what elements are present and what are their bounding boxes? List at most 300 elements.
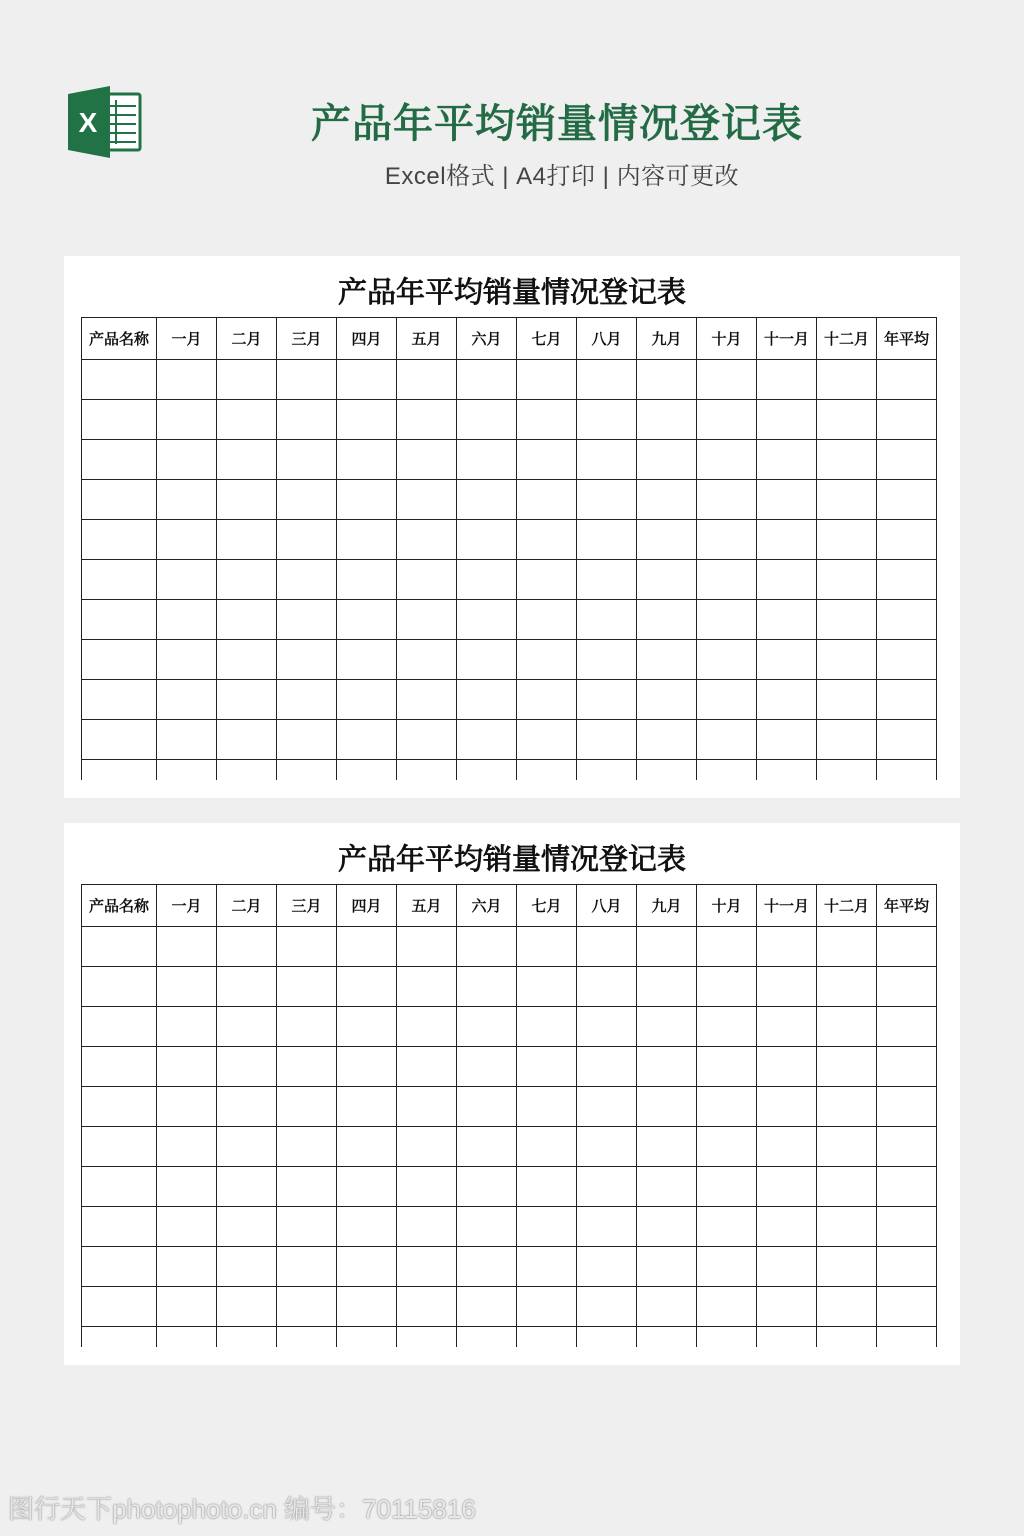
table-cell[interactable]	[817, 1247, 877, 1287]
table-cell[interactable]	[457, 360, 517, 400]
table-cell[interactable]	[757, 480, 817, 520]
table-cell[interactable]	[82, 927, 157, 967]
table-cell[interactable]	[277, 1127, 337, 1167]
table-cell[interactable]	[277, 720, 337, 760]
table-cell[interactable]	[697, 1327, 757, 1347]
table-cell[interactable]	[637, 927, 697, 967]
table-cell[interactable]	[697, 720, 757, 760]
table-cell[interactable]	[277, 680, 337, 720]
table-cell[interactable]	[157, 1127, 217, 1167]
table-cell[interactable]	[817, 640, 877, 680]
table-cell[interactable]	[457, 967, 517, 1007]
table-cell[interactable]	[817, 600, 877, 640]
table-cell[interactable]	[637, 760, 697, 780]
table-cell[interactable]	[277, 400, 337, 440]
table-cell[interactable]	[697, 967, 757, 1007]
table-cell[interactable]	[277, 560, 337, 600]
table-cell[interactable]	[217, 360, 277, 400]
table-cell[interactable]	[217, 1167, 277, 1207]
table-cell[interactable]	[697, 520, 757, 560]
table-cell[interactable]	[517, 520, 577, 560]
table-cell[interactable]	[337, 440, 397, 480]
table-cell[interactable]	[637, 400, 697, 440]
table-cell[interactable]	[817, 520, 877, 560]
table-cell[interactable]	[457, 400, 517, 440]
table-cell[interactable]	[637, 1207, 697, 1247]
table-cell[interactable]	[577, 967, 637, 1007]
table-cell[interactable]	[877, 440, 937, 480]
table-cell[interactable]	[817, 1167, 877, 1207]
table-cell[interactable]	[757, 680, 817, 720]
table-cell[interactable]	[757, 1047, 817, 1087]
table-cell[interactable]	[697, 1207, 757, 1247]
table-cell[interactable]	[637, 1287, 697, 1327]
table-cell[interactable]	[577, 1327, 637, 1347]
table-cell[interactable]	[637, 440, 697, 480]
table-cell[interactable]	[397, 1327, 457, 1347]
table-cell[interactable]	[217, 1127, 277, 1167]
table-cell[interactable]	[697, 1167, 757, 1207]
table-cell[interactable]	[217, 640, 277, 680]
table-cell[interactable]	[277, 640, 337, 680]
table-cell[interactable]	[457, 1007, 517, 1047]
table-cell[interactable]	[217, 760, 277, 780]
table-cell[interactable]	[757, 1247, 817, 1287]
table-cell[interactable]	[817, 360, 877, 400]
table-cell[interactable]	[877, 400, 937, 440]
table-cell[interactable]	[817, 927, 877, 967]
table-cell[interactable]	[82, 1247, 157, 1287]
table-cell[interactable]	[457, 1087, 517, 1127]
table-cell[interactable]	[277, 760, 337, 780]
table-cell[interactable]	[457, 1207, 517, 1247]
table-cell[interactable]	[157, 400, 217, 440]
table-cell[interactable]	[517, 1087, 577, 1127]
table-cell[interactable]	[517, 1207, 577, 1247]
table-cell[interactable]	[697, 1047, 757, 1087]
table-cell[interactable]	[697, 440, 757, 480]
table-cell[interactable]	[697, 680, 757, 720]
table-cell[interactable]	[637, 480, 697, 520]
table-cell[interactable]	[337, 1047, 397, 1087]
table-cell[interactable]	[82, 1087, 157, 1127]
table-cell[interactable]	[457, 480, 517, 520]
table-cell[interactable]	[697, 1087, 757, 1127]
table-cell[interactable]	[457, 1167, 517, 1207]
table-cell[interactable]	[157, 1167, 217, 1207]
table-cell[interactable]	[157, 1007, 217, 1047]
table-cell[interactable]	[157, 680, 217, 720]
table-cell[interactable]	[577, 1287, 637, 1327]
table-cell[interactable]	[757, 600, 817, 640]
table-cell[interactable]	[697, 400, 757, 440]
table-cell[interactable]	[157, 600, 217, 640]
table-cell[interactable]	[817, 560, 877, 600]
table-cell[interactable]	[517, 400, 577, 440]
table-cell[interactable]	[817, 1007, 877, 1047]
table-cell[interactable]	[217, 1247, 277, 1287]
table-cell[interactable]	[457, 440, 517, 480]
table-cell[interactable]	[577, 1167, 637, 1207]
table-cell[interactable]	[277, 1007, 337, 1047]
table-cell[interactable]	[637, 1247, 697, 1287]
table-cell[interactable]	[517, 1127, 577, 1167]
table-cell[interactable]	[757, 560, 817, 600]
table-cell[interactable]	[277, 1247, 337, 1287]
table-cell[interactable]	[637, 967, 697, 1007]
table-cell[interactable]	[217, 480, 277, 520]
table-cell[interactable]	[217, 520, 277, 560]
table-cell[interactable]	[277, 360, 337, 400]
table-cell[interactable]	[397, 440, 457, 480]
table-cell[interactable]	[517, 1247, 577, 1287]
table-cell[interactable]	[157, 967, 217, 1007]
table-cell[interactable]	[337, 480, 397, 520]
table-cell[interactable]	[757, 520, 817, 560]
table-cell[interactable]	[577, 760, 637, 780]
table-cell[interactable]	[397, 760, 457, 780]
table-cell[interactable]	[397, 1287, 457, 1327]
table-cell[interactable]	[337, 1007, 397, 1047]
table-cell[interactable]	[757, 1287, 817, 1327]
table-cell[interactable]	[517, 1007, 577, 1047]
table-cell[interactable]	[757, 440, 817, 480]
table-cell[interactable]	[457, 760, 517, 780]
table-cell[interactable]	[637, 640, 697, 680]
table-cell[interactable]	[517, 480, 577, 520]
table-cell[interactable]	[637, 1167, 697, 1207]
table-cell[interactable]	[457, 1127, 517, 1167]
table-cell[interactable]	[517, 1287, 577, 1327]
table-cell[interactable]	[457, 1247, 517, 1287]
table-cell[interactable]	[757, 1087, 817, 1127]
table-cell[interactable]	[397, 680, 457, 720]
table-cell[interactable]	[757, 400, 817, 440]
table-cell[interactable]	[277, 1287, 337, 1327]
table-cell[interactable]	[217, 1007, 277, 1047]
table-cell[interactable]	[697, 600, 757, 640]
table-cell[interactable]	[82, 480, 157, 520]
table-cell[interactable]	[697, 560, 757, 600]
table-cell[interactable]	[157, 480, 217, 520]
table-cell[interactable]	[277, 1087, 337, 1127]
table-cell[interactable]	[877, 600, 937, 640]
table-cell[interactable]	[337, 1167, 397, 1207]
table-cell[interactable]	[697, 480, 757, 520]
table-cell[interactable]	[82, 760, 157, 780]
table-cell[interactable]	[817, 480, 877, 520]
table-cell[interactable]	[82, 560, 157, 600]
table-cell[interactable]	[877, 640, 937, 680]
table-cell[interactable]	[877, 1167, 937, 1207]
table-cell[interactable]	[397, 1207, 457, 1247]
table-cell[interactable]	[397, 560, 457, 600]
table-cell[interactable]	[397, 1007, 457, 1047]
table-cell[interactable]	[577, 480, 637, 520]
table-cell[interactable]	[397, 600, 457, 640]
table-cell[interactable]	[457, 720, 517, 760]
table-cell[interactable]	[517, 600, 577, 640]
table-cell[interactable]	[577, 680, 637, 720]
table-cell[interactable]	[337, 1087, 397, 1127]
table-cell[interactable]	[577, 927, 637, 967]
table-cell[interactable]	[817, 967, 877, 1007]
table-cell[interactable]	[217, 440, 277, 480]
table-cell[interactable]	[457, 680, 517, 720]
table-cell[interactable]	[217, 927, 277, 967]
table-cell[interactable]	[577, 1007, 637, 1047]
table-cell[interactable]	[577, 640, 637, 680]
table-cell[interactable]	[277, 480, 337, 520]
table-cell[interactable]	[517, 440, 577, 480]
table-cell[interactable]	[277, 1327, 337, 1347]
table-cell[interactable]	[757, 1167, 817, 1207]
table-cell[interactable]	[277, 520, 337, 560]
table-cell[interactable]	[637, 680, 697, 720]
table-cell[interactable]	[157, 640, 217, 680]
table-cell[interactable]	[577, 1247, 637, 1287]
table-cell[interactable]	[817, 1087, 877, 1127]
table-cell[interactable]	[877, 1007, 937, 1047]
table-cell[interactable]	[757, 1127, 817, 1167]
table-cell[interactable]	[877, 680, 937, 720]
table-cell[interactable]	[637, 560, 697, 600]
table-cell[interactable]	[397, 360, 457, 400]
table-cell[interactable]	[457, 1327, 517, 1347]
table-cell[interactable]	[877, 967, 937, 1007]
table-cell[interactable]	[157, 1287, 217, 1327]
table-cell[interactable]	[157, 927, 217, 967]
table-cell[interactable]	[277, 1047, 337, 1087]
table-cell[interactable]	[637, 600, 697, 640]
table-cell[interactable]	[337, 360, 397, 400]
table-cell[interactable]	[217, 1087, 277, 1127]
table-cell[interactable]	[877, 1047, 937, 1087]
table-cell[interactable]	[457, 640, 517, 680]
table-cell[interactable]	[757, 1007, 817, 1047]
table-cell[interactable]	[697, 1247, 757, 1287]
table-cell[interactable]	[82, 1287, 157, 1327]
table-cell[interactable]	[397, 1167, 457, 1207]
table-cell[interactable]	[757, 927, 817, 967]
table-cell[interactable]	[577, 720, 637, 760]
table-cell[interactable]	[757, 360, 817, 400]
table-cell[interactable]	[457, 1047, 517, 1087]
table-cell[interactable]	[877, 760, 937, 780]
table-cell[interactable]	[217, 600, 277, 640]
table-cell[interactable]	[397, 927, 457, 967]
table-cell[interactable]	[577, 600, 637, 640]
table-cell[interactable]	[457, 600, 517, 640]
table-cell[interactable]	[757, 760, 817, 780]
table-cell[interactable]	[637, 720, 697, 760]
table-cell[interactable]	[277, 600, 337, 640]
table-cell[interactable]	[337, 1127, 397, 1167]
table-cell[interactable]	[517, 927, 577, 967]
table-cell[interactable]	[157, 360, 217, 400]
table-cell[interactable]	[877, 1207, 937, 1247]
table-cell[interactable]	[337, 680, 397, 720]
table-cell[interactable]	[82, 720, 157, 760]
table-cell[interactable]	[637, 1007, 697, 1047]
table-cell[interactable]	[817, 1047, 877, 1087]
table-cell[interactable]	[817, 760, 877, 780]
table-cell[interactable]	[577, 1207, 637, 1247]
table-cell[interactable]	[82, 600, 157, 640]
table-cell[interactable]	[277, 440, 337, 480]
table-cell[interactable]	[337, 1207, 397, 1247]
table-cell[interactable]	[817, 680, 877, 720]
table-cell[interactable]	[337, 600, 397, 640]
table-cell[interactable]	[637, 1087, 697, 1127]
table-cell[interactable]	[577, 520, 637, 560]
table-cell[interactable]	[157, 1327, 217, 1347]
table-cell[interactable]	[157, 440, 217, 480]
table-cell[interactable]	[637, 1127, 697, 1167]
table-cell[interactable]	[877, 560, 937, 600]
table-cell[interactable]	[217, 1047, 277, 1087]
table-cell[interactable]	[817, 400, 877, 440]
table-cell[interactable]	[337, 640, 397, 680]
table-cell[interactable]	[757, 1327, 817, 1347]
table-cell[interactable]	[397, 1127, 457, 1167]
table-cell[interactable]	[397, 520, 457, 560]
table-cell[interactable]	[82, 1207, 157, 1247]
table-cell[interactable]	[517, 1167, 577, 1207]
table-cell[interactable]	[637, 360, 697, 400]
table-cell[interactable]	[577, 440, 637, 480]
table-cell[interactable]	[337, 400, 397, 440]
table-cell[interactable]	[337, 1327, 397, 1347]
table-cell[interactable]	[82, 440, 157, 480]
table-cell[interactable]	[817, 1127, 877, 1167]
table-cell[interactable]	[157, 1087, 217, 1127]
table-cell[interactable]	[877, 720, 937, 760]
table-cell[interactable]	[757, 1207, 817, 1247]
table-cell[interactable]	[697, 760, 757, 780]
table-cell[interactable]	[877, 480, 937, 520]
table-cell[interactable]	[157, 1047, 217, 1087]
table-cell[interactable]	[877, 1127, 937, 1167]
table-cell[interactable]	[877, 520, 937, 560]
table-cell[interactable]	[397, 1247, 457, 1287]
table-cell[interactable]	[517, 560, 577, 600]
table-cell[interactable]	[397, 967, 457, 1007]
table-cell[interactable]	[697, 1127, 757, 1167]
table-cell[interactable]	[82, 520, 157, 560]
table-cell[interactable]	[517, 967, 577, 1007]
table-cell[interactable]	[82, 1127, 157, 1167]
table-cell[interactable]	[397, 1087, 457, 1127]
table-cell[interactable]	[217, 967, 277, 1007]
table-cell[interactable]	[637, 520, 697, 560]
table-cell[interactable]	[82, 967, 157, 1007]
table-cell[interactable]	[517, 720, 577, 760]
table-cell[interactable]	[217, 1287, 277, 1327]
table-cell[interactable]	[457, 927, 517, 967]
table-cell[interactable]	[82, 680, 157, 720]
table-cell[interactable]	[397, 640, 457, 680]
table-cell[interactable]	[397, 720, 457, 760]
table-cell[interactable]	[217, 720, 277, 760]
table-cell[interactable]	[82, 1007, 157, 1047]
table-cell[interactable]	[82, 640, 157, 680]
table-cell[interactable]	[877, 1087, 937, 1127]
table-cell[interactable]	[877, 927, 937, 967]
table-cell[interactable]	[697, 927, 757, 967]
table-cell[interactable]	[157, 1207, 217, 1247]
table-cell[interactable]	[697, 1287, 757, 1327]
table-cell[interactable]	[157, 1247, 217, 1287]
table-cell[interactable]	[877, 1327, 937, 1347]
table-cell[interactable]	[157, 760, 217, 780]
table-cell[interactable]	[217, 1207, 277, 1247]
table-cell[interactable]	[157, 520, 217, 560]
table-cell[interactable]	[337, 760, 397, 780]
table-cell[interactable]	[277, 1207, 337, 1247]
table-cell[interactable]	[337, 927, 397, 967]
table-cell[interactable]	[337, 1287, 397, 1327]
table-cell[interactable]	[217, 1327, 277, 1347]
table-cell[interactable]	[817, 1327, 877, 1347]
table-cell[interactable]	[637, 1047, 697, 1087]
table-cell[interactable]	[217, 560, 277, 600]
table-cell[interactable]	[337, 520, 397, 560]
table-cell[interactable]	[397, 480, 457, 520]
table-cell[interactable]	[217, 680, 277, 720]
table-cell[interactable]	[697, 640, 757, 680]
table-cell[interactable]	[757, 967, 817, 1007]
table-cell[interactable]	[277, 927, 337, 967]
table-cell[interactable]	[757, 720, 817, 760]
table-cell[interactable]	[697, 1007, 757, 1047]
table-cell[interactable]	[577, 400, 637, 440]
table-cell[interactable]	[757, 640, 817, 680]
table-cell[interactable]	[577, 560, 637, 600]
table-cell[interactable]	[577, 1127, 637, 1167]
table-cell[interactable]	[337, 560, 397, 600]
table-cell[interactable]	[457, 1287, 517, 1327]
table-cell[interactable]	[877, 1247, 937, 1287]
table-cell[interactable]	[397, 400, 457, 440]
table-cell[interactable]	[817, 720, 877, 760]
table-cell[interactable]	[817, 1207, 877, 1247]
table-cell[interactable]	[82, 1167, 157, 1207]
table-cell[interactable]	[517, 360, 577, 400]
table-cell[interactable]	[577, 1047, 637, 1087]
table-cell[interactable]	[577, 1087, 637, 1127]
table-cell[interactable]	[277, 1167, 337, 1207]
table-cell[interactable]	[397, 1047, 457, 1087]
table-cell[interactable]	[577, 360, 637, 400]
table-cell[interactable]	[517, 760, 577, 780]
table-cell[interactable]	[817, 1287, 877, 1327]
table-cell[interactable]	[217, 400, 277, 440]
table-cell[interactable]	[517, 640, 577, 680]
table-cell[interactable]	[277, 967, 337, 1007]
table-cell[interactable]	[82, 360, 157, 400]
table-cell[interactable]	[877, 1287, 937, 1327]
table-cell[interactable]	[517, 680, 577, 720]
table-cell[interactable]	[157, 560, 217, 600]
table-cell[interactable]	[337, 1247, 397, 1287]
table-cell[interactable]	[817, 440, 877, 480]
table-cell[interactable]	[82, 1047, 157, 1087]
table-cell[interactable]	[517, 1047, 577, 1087]
table-cell[interactable]	[82, 400, 157, 440]
table-cell[interactable]	[517, 1327, 577, 1347]
table-cell[interactable]	[337, 720, 397, 760]
